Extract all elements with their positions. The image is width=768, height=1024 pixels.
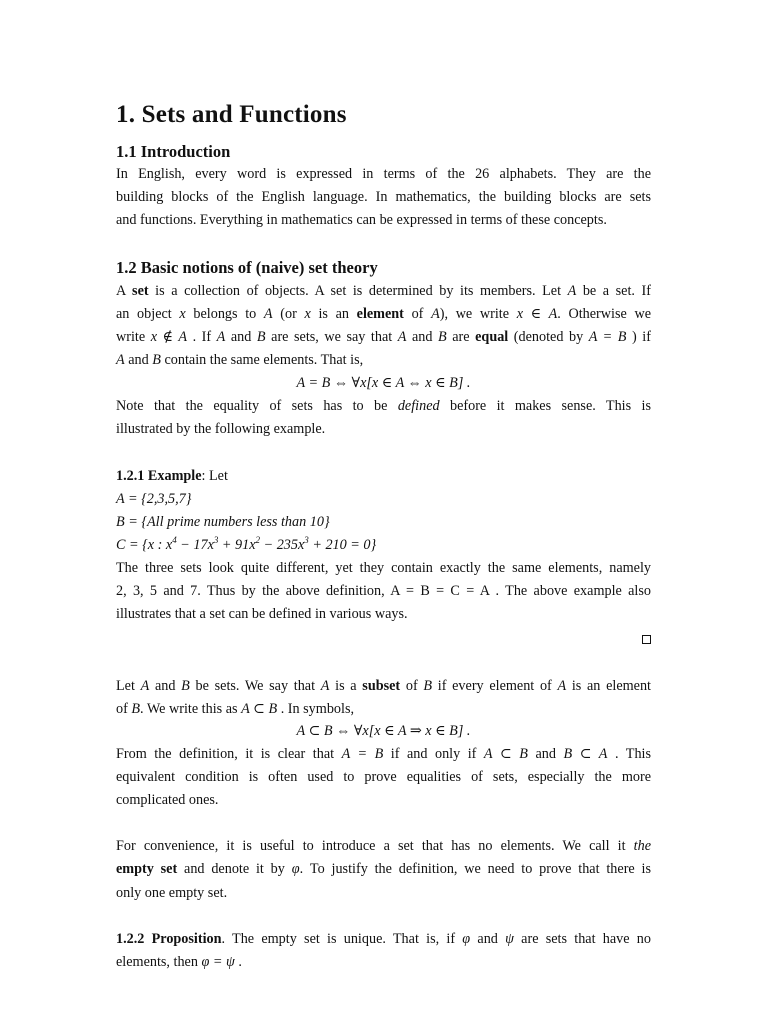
paragraph-line: illustrates that a set can be defined in various ways. <box>116 606 408 622</box>
paragraph-line: illustrated by the following example. <box>116 421 326 437</box>
paragraph-line: For convenience, it is useful to introduce a set that has no elements. We call it the <box>116 838 651 854</box>
paragraph-line: write x ∉ A . If A and B are sets, we say that A and B are equal (denoted by A = B ) if <box>116 329 651 345</box>
paragraph-line: A set is a collection of objects. A set is determined by its members. Let A be a set. If <box>116 283 651 299</box>
set-c-definition: C = {x : $x^4 - 17x^3 + 91x^2 - 235x^3 + 210 = 0$} <box>116 535 377 553</box>
paragraph-line: and functions. Everything in mathematics can be expressed in terms of these concepts. <box>116 212 607 228</box>
example-heading: 1.2.1 Example: Let <box>116 468 228 484</box>
paragraph-line: Let A and B be sets. We say that A is a subset of B if every element of A is an element <box>116 678 651 694</box>
qed-square-icon <box>642 635 651 644</box>
paragraph-line: an object x belongs to A (or x is an element of A), we write x ∈ A. Otherwise we <box>116 306 651 322</box>
paragraph-line: empty set and denote it by φ. To justify the definition, we need to prove that there is <box>116 861 652 877</box>
proposition-line: 1.2.2 Proposition. The empty set is unique. That is, if φ and ψ are sets that have no <box>116 931 651 947</box>
set-a-definition: A = {2,3,5,7} <box>116 491 192 507</box>
paragraph-line: 2, 3, 5 and 7. Thus by the above definition, A = B = C = A . The above example also <box>116 583 651 599</box>
paragraph-line: of B. We write this as A ⊂ B . In symbols, <box>116 701 355 717</box>
equation-set-equality: A = B ⇔ ∀x[x ∈ A ⇔ x ∈ B] . <box>296 375 471 391</box>
paragraph-line: building blocks of the English language. In mathematics, the building blocks are sets <box>116 189 651 205</box>
section-heading-basic-notions: 1.2 Basic notions of (naive) set theory <box>116 258 378 277</box>
paragraph-line: The three sets look quite different, yet they contain exactly the same elements, namely <box>116 560 651 576</box>
equation-subset: A ⊂ B ⇔ ∀x[x ∈ A ⇒ x ∈ B] . <box>296 723 471 739</box>
paragraph-line: From the definition, it is clear that A = B if and only if A ⊂ B and B ⊂ A . This <box>116 746 652 762</box>
proposition-line: elements, then φ = ψ . <box>116 954 242 970</box>
paragraph-line: In English, every word is expressed in terms of the 26 alphabets. They are the <box>116 166 651 182</box>
chapter-title: 1. Sets and Functions <box>116 101 347 128</box>
paragraph-line: Note that the equality of sets has to be defined before it makes sense. This is <box>116 398 651 414</box>
paragraph-line: only one empty set. <box>116 885 228 901</box>
paragraph-line: equivalent condition is often used to prove equalities of sets, especially the more <box>116 769 651 785</box>
paragraph-line: complicated ones. <box>116 792 219 808</box>
qed-symbol <box>116 630 651 650</box>
section-heading-introduction: 1.1 Introduction <box>116 142 231 161</box>
set-b-definition: B = {All prime numbers less than 10} <box>116 514 330 530</box>
paragraph-line: A and B contain the same elements. That is, <box>116 352 364 368</box>
